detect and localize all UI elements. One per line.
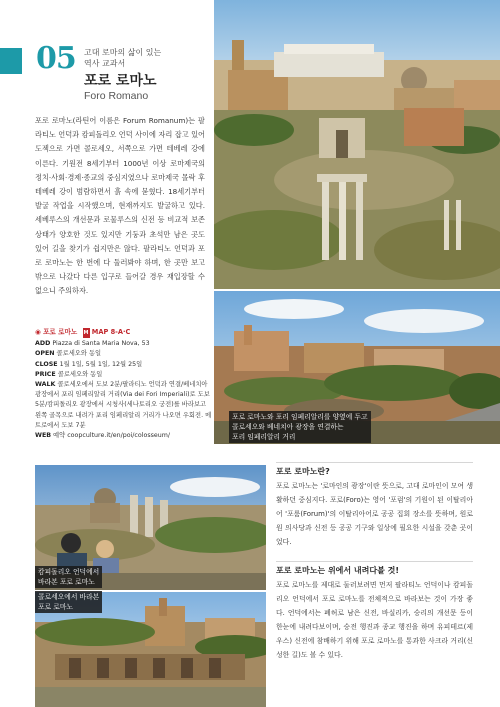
- info-map-ref: 8-A·C: [110, 328, 131, 336]
- page-title: 포로 로마노: [84, 73, 157, 89]
- info-row-open: OPEN 콜로세오와 동일: [35, 350, 102, 358]
- info-row-add: ADD Piazza di Santa Maria Nova, 53: [35, 340, 150, 348]
- location-pin-icon: ◉: [35, 328, 41, 336]
- caption-line: 콜로세오에서 바라본: [38, 593, 100, 601]
- info-row-close: CLOSE 1월 1일, 5월 1일, 12월 25일: [35, 360, 143, 368]
- info-map-label: MAP: [91, 328, 109, 336]
- subtitle-line-2: 역사 교과서: [84, 59, 126, 68]
- info-row-web[interactable]: WEB 예약 coopculture.it/en/poi/colosseum/: [35, 432, 171, 440]
- chapter-tab-marker: [0, 48, 22, 74]
- chapter-subtitle: [84, 47, 204, 69]
- caption-line: 포로 로마노와 포리 임페리알리를 양옆에 두고: [232, 413, 368, 421]
- info-place-label: 포로 로마노: [43, 328, 78, 336]
- info-block: [35, 327, 213, 441]
- section-divider: [276, 561, 473, 562]
- caption-line: 바라본 포로 로마노: [38, 578, 95, 586]
- photo-forum-aerial: [214, 0, 500, 289]
- chapter-number: 05: [36, 41, 76, 76]
- info-row-walk: WALK 콜로세오에서 도보 2분/팔라티노 언덕과 연결/베네치아 광장에서 포리 임페리알리 거리(Via dei Fori Imperiali)로 도보 5분/캄피돌리오 광장에서 시청사(세나토리오 궁전)를 바라보고 왼쪽 골목으로 내려가 포리 임페리알리 거리가 나오면 우회전. 메트로에서 도보 7분: [35, 381, 212, 429]
- section-divider: [276, 462, 473, 463]
- section-body-view-from-above: 포로 로마노를 제대로 둘러보려면 먼저 팔라티노 언덕이나 캄피돌리오 언덕에서 포로 로마노를 전체적으로 바라보는 것이 가장 좋다. 언덕에서는 폐허로 남은 신전, 바실리카, 승리의 개선문 등이 한눈에 내려다보이며, 승전 행진과 종교 행진을 하며 유피테르(제우스) 신전에 참배하기 위해 포로 로마노를 통과한 사크라 거리(신성한 길)도 볼 수 있다.: [276, 581, 473, 660]
- caption-line: 콜로세오와 베네치아 광장을 연결하는: [232, 423, 344, 431]
- caption-colosseum: [35, 591, 102, 613]
- subtitle-line-1: 고대 로마의 삶이 있는: [84, 48, 162, 57]
- caption-line: 캄피돌리오 언덕에서: [38, 568, 100, 576]
- caption-line: 포리 임페리알리 거리: [232, 433, 296, 441]
- page-title-english: Foro Romano: [84, 90, 149, 102]
- caption-fori-imperiali: [229, 411, 371, 443]
- info-header: [35, 327, 213, 338]
- section-title-what-is: 포로 로마노란?: [276, 467, 330, 476]
- map-book-icon: M: [83, 328, 90, 338]
- section-title-view-from-above: 포로 로마노는 위에서 내려다볼 것!: [276, 566, 399, 575]
- caption-campidoglio: [35, 566, 102, 588]
- info-row-price: PRICE 콜로세오와 동일: [35, 370, 103, 378]
- caption-line: 포로 로마노: [38, 603, 73, 611]
- section-body-what-is: 포로 로마노는 '로마인의 광장'이란 뜻으로, 고대 로마인이 모여 생활하던 중심지다. 포로(Foro)는 영어 '포럼'의 기원이 된 이탈리아어 '포룸(Forum)'의 이탈리아어로 공공 집회 장소를 뜻하며, 원로원 의사당과 신전 등 공공 기구와 일상에 필요한 시설을 갖춘 곳이었다.: [276, 482, 473, 547]
- intro-paragraph: 포로 로마노(라틴어 이름은 Forum Romanum)는 팔라티노 언덕과 캄피돌리오 언덕 사이에 자리 잡고 있어 도젝으로 가면 콜로세오, 서쪽으로 가면 테베레 강에 이른다. 기원전 8세기부터 1000년 이상 로마제국의 정치·사회·경제·종교의 중심지였으나 로마제국 몰락 후 테베레 강이 범람하면서 흙 속에 묻혔다. 18세기부터 발굴 작업을 시작했으며, 현재까지도 발굴하고 있다. 세베루스의 개선문과 로물루스의 신전 등 비교적 보존 상태가 양호한 것도 있지만 기둥과 초석만 남은 곳도 있어 길을 찾기가 쉽지만은 않다. 팔라티노 언덕과 포로 로마노는 한 번에 다 둘러봐야 하며, 한 곳만 보고 밖으로 나갔다 다른 입구로 들어갈 경우 재입장할 수 없으니 주의하자.: [35, 116, 205, 296]
